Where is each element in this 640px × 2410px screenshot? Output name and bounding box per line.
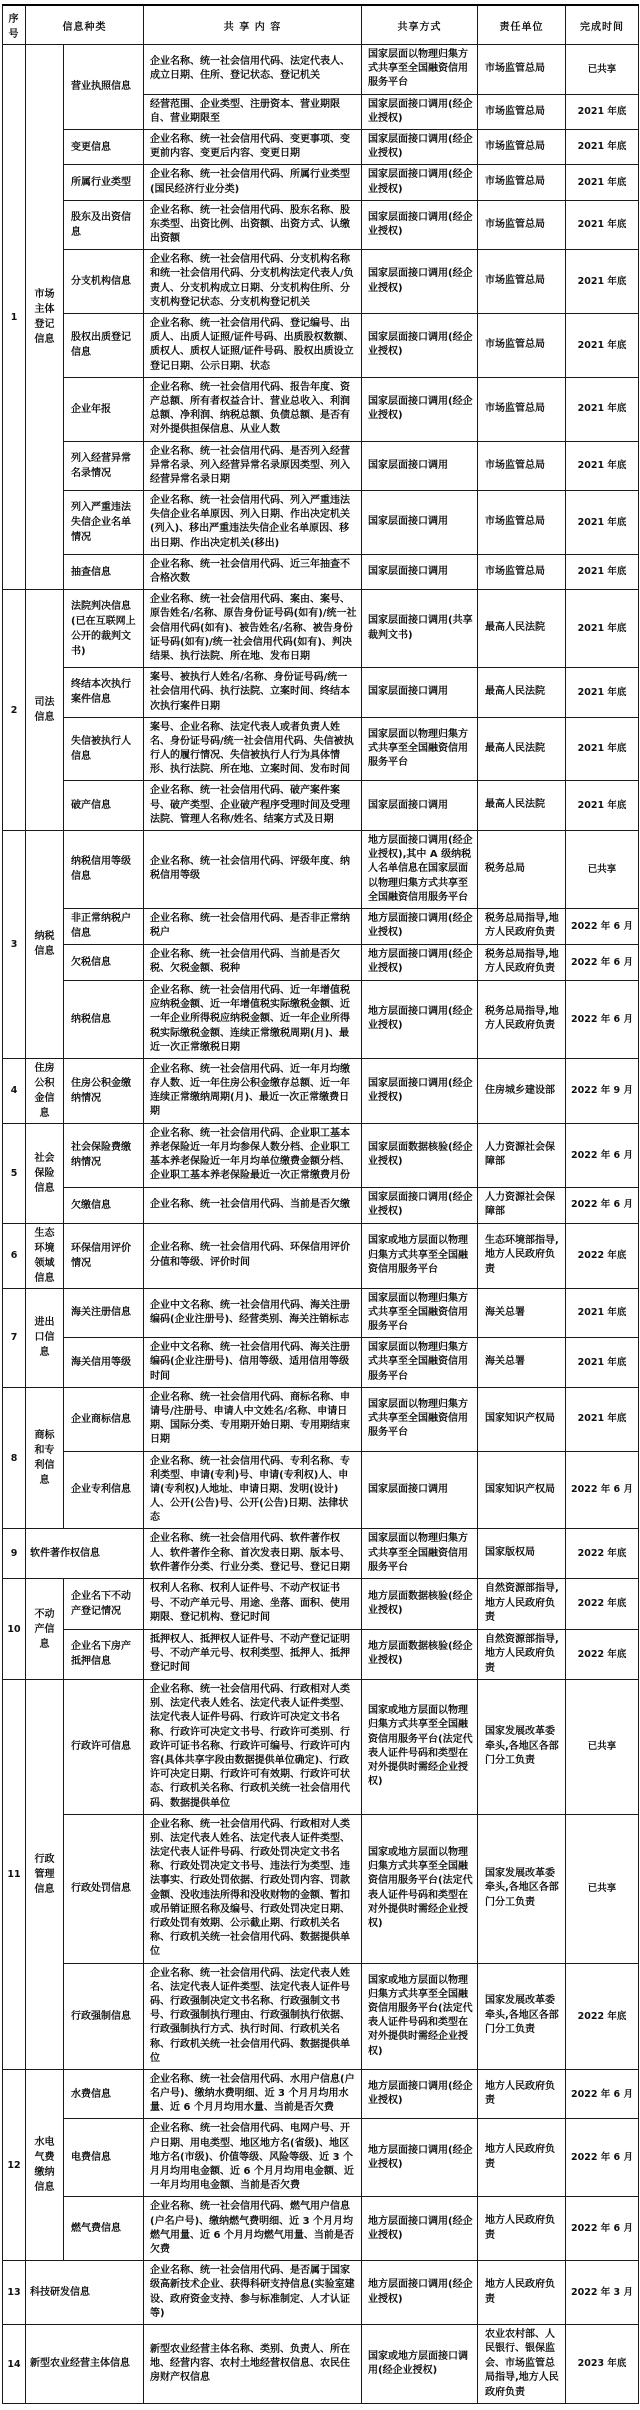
method-cell: 地方层面接口调用(经企业授权) [362, 944, 478, 980]
method-cell: 国家或地方层面以物理归集方式共享至全国融资信用服务平台(法定代表人证件号码和类型在对外提供时需经企业授权) [362, 1680, 478, 1815]
table-row [3, 1387, 639, 1451]
time-cell: 2021 年底 [566, 250, 639, 314]
unit-cell: 海关总署 [478, 1288, 566, 1338]
header-row [3, 5, 639, 45]
method-cell: 国家层面接口调用(共享裁判文书) [362, 590, 478, 668]
method-cell: 国家层面以物理归集方式共享至全国融资信用服务平台 [362, 45, 478, 95]
table-row [3, 554, 639, 589]
unit-cell: 市场监管总局 [478, 491, 566, 555]
time-cell: 2021 年底 [566, 717, 639, 781]
table-row [3, 1058, 639, 1123]
table-row [3, 717, 639, 781]
unit-cell: 自然资源部指导,地方人民政府负责 [478, 1629, 566, 1680]
method-cell: 地方层面接口调用(经企业授权) [362, 2261, 478, 2325]
time-cell: 2021 年底 [566, 165, 639, 200]
method-cell: 地方层面接口调用(经企业授权),其中 A 级纳税人名单信息在国家层面以物理归集方式共享至全国融资信用服务平台 [362, 831, 478, 909]
method-cell: 国家或地方层面以物理归集方式共享至全国融资信用服务平台(法定代表人证件号码和类型在对外提供时需经企业授权) [362, 1963, 478, 2069]
content-cell: 企业中文名称、统一社会信用代码、海关注册编码(企业注册号)、经营类别、海关注销标志 [144, 1288, 362, 1338]
type-cell: 行政处罚信息 [64, 1814, 144, 1963]
table-row [3, 377, 639, 441]
time-cell: 2022 年 6 月 [566, 2069, 639, 2119]
unit-cell: 住房城乡建设部 [478, 1058, 566, 1123]
unit-cell: 最高人民法院 [478, 590, 566, 668]
type-cell: 欠缴信息 [64, 1187, 144, 1223]
method-cell: 地方层面接口调用(经企业授权) [362, 908, 478, 944]
time-cell: 已共享 [566, 1680, 639, 1815]
time-cell: 2021 年底 [566, 1288, 639, 1338]
time-cell: 2021 年底 [566, 94, 639, 129]
type-cell: 海关注册信息 [64, 1288, 144, 1338]
table-row [3, 200, 639, 250]
table-row [3, 250, 639, 314]
table-row [3, 314, 639, 378]
method-cell: 国家层面以物理归集方式共享至全国融资信用服务平台 [362, 1387, 478, 1451]
time-cell: 2021 年底 [566, 441, 639, 491]
table-row [3, 2261, 639, 2325]
time-cell: 2022 年 6 月 [566, 1451, 639, 1529]
content-cell: 企业名称、统一社会信用代码、破产案件案号、破产类型、企业破产程序受理时间及受理法院、管理人名称/姓名、结案方式及日期 [144, 781, 362, 831]
method-cell: 国家或地方层面以物理归集方式共享至全国融资信用服务平台(法定代表人证件号码和类型在对外提供时需经企业授权) [362, 1814, 478, 1963]
content-cell: 企业名称、统一社会信用代码、燃气用户信息(户名户号)、缴纳燃气费明细、近 3 个月月均燃气用量、近 6 个月月均燃气用量、当前是否欠费 [144, 2197, 362, 2261]
category-cell: 不动产信息 [26, 1579, 64, 1680]
unit-cell: 市场监管总局 [478, 554, 566, 589]
type-cell: 纳税信用等级信息 [64, 831, 144, 909]
time-cell: 2023 年底 [566, 2324, 639, 2404]
table-row [3, 491, 639, 555]
col-header-category: 信息种类 [26, 5, 144, 45]
category-cell: 生态环境领域信息 [26, 1223, 64, 1288]
unit-cell: 生态环境部指导,地方人民政府负责 [478, 1223, 566, 1288]
table-row [3, 1187, 639, 1223]
content-cell: 企业名称、统一社会信用代码、案由、案号、原告姓名/名称、原告身份证号码(如有)/统一社会信用代码(如有)、被告姓名/名称、被告身份证号码(如有)/统一社会信用代码(如有)、判决结果、执行法院、所在地、发布日期 [144, 590, 362, 668]
content-cell: 企业名称、统一社会信用代码、行政相对人类别、法定代表人姓名、法定代表人证件类型、法定代表人证件号码、行政处罚决定文书名称、行政处罚决定文书号、违法行为类型、违法事实、行政处罚依据、行政处罚内容、罚款金额、没收违法所得和没收财物的金额、暂扣或吊销证照名称及编号、行政处罚决定日期、行政处罚有效期、公示截止期、行政机关名称、行政机关统一社会信用代码、数据提供单位 [144, 1814, 362, 1963]
time-cell: 2022 年 6 月 [566, 2197, 639, 2261]
content-cell: 企业名称、统一社会信用代码、是否列入经营异常名录、列入经营异常名录原因类型、列入经营异常名录日期 [144, 441, 362, 491]
method-cell: 国家层面接口调用(经企业授权) [362, 250, 478, 314]
content-cell: 企业名称、统一社会信用代码、所属行业类型(国民经济行业分类) [144, 165, 362, 200]
category-cell: 纳税信息 [26, 831, 64, 1059]
type-cell: 破产信息 [64, 781, 144, 831]
content-cell: 企业名称、统一社会信用代码、近一年增值税应纳税金额、近一年增值税实际缴税金额、近一年企业所得税应纳税金额、近一年企业所得税实际缴税金额、连续正常缴税周期(月)、最近一次正常缴税日期 [144, 980, 362, 1058]
content-cell: 企业名称、统一社会信用代码、法定代表人姓名、法定代表人证件类型、法定代表人证件号码、行政强制决定文书名称、行政强制文书号、行政强制执行理由、行政强制执行依据、行政强制执行方式、执行时间、行政机关名称、行政机关统一社会信用代码、数据提供单位 [144, 1963, 362, 2069]
table-row [3, 1629, 639, 1680]
method-cell: 国家层面接口调用 [362, 441, 478, 491]
category-cell: 进出口信息 [26, 1288, 64, 1387]
col-header-unit: 责任单位 [478, 5, 566, 45]
time-cell: 2021 年底 [566, 314, 639, 378]
content-cell: 企业名称、统一社会信用代码、水用户信息(户名户号)、缴纳水费明细、近 3 个月月均用水量、近 6 个月月均用水量、当前是否欠费 [144, 2069, 362, 2119]
unit-cell: 市场监管总局 [478, 129, 566, 164]
method-cell: 国家层面接口调用 [362, 554, 478, 589]
method-cell: 地方层面接口调用(经企业授权) [362, 980, 478, 1058]
type-cell: 股权出质登记信息 [64, 314, 144, 378]
col-header-method: 共享方式 [362, 5, 478, 45]
table-row [3, 2324, 639, 2404]
content-cell: 企业名称、统一社会信用代码、评级年度、纳税信用等级 [144, 831, 362, 909]
type-cell: 企业名下房产抵押信息 [64, 1629, 144, 1680]
time-cell: 2022 年 6 月 [566, 1123, 639, 1187]
unit-cell: 地方人民政府负责 [478, 2197, 566, 2261]
type-cell: 行政许可信息 [64, 1680, 144, 1815]
time-cell: 2021 年底 [566, 377, 639, 441]
method-cell: 地方层面接口调用(经企业授权) [362, 2119, 478, 2197]
method-cell: 地方层面数据核验(经企业授权) [362, 1579, 478, 1630]
unit-cell: 国家版权局 [478, 1529, 566, 1579]
method-cell: 国家层面接口调用(经企业授权) [362, 377, 478, 441]
content-cell: 经营范围、企业类型、注册资本、营业期限自、营业期限至 [144, 94, 362, 129]
content-cell: 新型农业经营主体名称、类别、负责人、所在地、经营内容、农村土地经营权信息、农民住房财产权信息 [144, 2324, 362, 2404]
type-cell: 行政强制信息 [64, 1963, 144, 2069]
time-cell: 2022 年底 [566, 1963, 639, 2069]
content-cell: 企业名称、统一社会信用代码、报告年度、资产总额、所有者权益合计、营业总收入、利润总额、净利润、纳税总额、负债总额、是否有对外提供担保信息、从业人数 [144, 377, 362, 441]
row-number-cell: 6 [3, 1223, 26, 1288]
type-cell: 企业专利信息 [64, 1451, 144, 1529]
unit-cell: 国家发展改革委牵头,各地区各部门分工负责 [478, 1963, 566, 2069]
table-header [3, 5, 639, 45]
type-cell: 社会保险费缴纳情况 [64, 1123, 144, 1187]
method-cell: 国家层面接口调用(经企业授权) [362, 165, 478, 200]
content-cell: 企业名称、统一社会信用代码、分支机构名称和统一社会信用代码、分支机构法定代表人/负责人、分支机构成立日期、分支机构住所、分支机构登记状态、分支机构登记机关 [144, 250, 362, 314]
time-cell: 2021 年底 [566, 590, 639, 668]
row-number-cell: 4 [3, 1058, 26, 1123]
time-cell: 2022 年 3 月 [566, 2261, 639, 2325]
row-number-cell: 11 [3, 1680, 26, 2070]
method-cell: 地方层面接口调用(经企业授权) [362, 2197, 478, 2261]
method-cell: 国家层面接口调用 [362, 1451, 478, 1529]
content-cell: 企业名称、统一社会信用代码、当前是否欠缴 [144, 1187, 362, 1223]
type-cell: 欠税信息 [64, 944, 144, 980]
time-cell: 2022 年底 [566, 1529, 639, 1579]
unit-cell: 人力资源社会保障部 [478, 1187, 566, 1223]
type-cell: 失信被执行人信息 [64, 717, 144, 781]
time-cell: 2022 年 6 月 [566, 1187, 639, 1223]
col-header-time: 完成时间 [566, 5, 639, 45]
table-row [3, 1529, 639, 1579]
time-cell: 2021 年底 [566, 200, 639, 250]
time-cell: 已共享 [566, 1814, 639, 1963]
time-cell: 已共享 [566, 45, 639, 95]
method-cell: 国家层面数据核验(经企业授权) [362, 1123, 478, 1187]
table-row [3, 1963, 639, 2069]
type-cell: 变更信息 [64, 129, 144, 164]
table-row [3, 2197, 639, 2261]
content-cell: 企业名称、统一社会信用代码、软件著作权人、软件著作全称、首次发表日期、版本号、软件著作分类、行业分类、登记号、登记日期 [144, 1529, 362, 1579]
method-cell: 国家层面接口调用 [362, 491, 478, 555]
content-cell: 企业名称、统一社会信用代码、电网户号、开户日期、用电类型、地区地方名(省级)、地区地方名(市级)、价值等级、风险等级、近 3 个月月均用电金额、近 6 个月月均用电金额、近一年月均用电金额、当前是否欠费 [144, 2119, 362, 2197]
time-cell: 2022 年底 [566, 1223, 639, 1288]
table-row [3, 129, 639, 164]
method-cell: 国家层面接口调用 [362, 668, 478, 718]
content-cell: 企业名称、统一社会信用代码、股东名称、股东类型、出资比例、出资额、出资方式、认缴出资额 [144, 200, 362, 250]
content-cell: 企业名称、统一社会信用代码、专利名称、专利类型、申请(专利)号、申请(专利权)人、申请(专利权)人地址、申请日期、发明(设计)人、公开(公告)号、公开(公告)日期、法律状态 [144, 1451, 362, 1529]
unit-cell: 市场监管总局 [478, 377, 566, 441]
col-header-content: 共 享 内 容 [144, 5, 362, 45]
time-cell: 2021 年底 [566, 781, 639, 831]
type-cell: 纳税信息 [64, 980, 144, 1058]
content-cell: 企业名称、统一社会信用代码、是否属于国家级高新技术企业、获得科研支持信息(实验室建设、政府资金支持、参与标准制定、人才认证等) [144, 2261, 362, 2325]
table-row [3, 1579, 639, 1630]
time-cell: 2021 年底 [566, 554, 639, 589]
row-number-cell: 3 [3, 831, 26, 1059]
table-row [3, 1680, 639, 1815]
time-cell: 2021 年底 [566, 129, 639, 164]
category-cell: 司法信息 [26, 590, 64, 831]
unit-cell: 国家发展改革委牵头,各地区各部门分工负责 [478, 1680, 566, 1815]
unit-cell: 最高人民法院 [478, 781, 566, 831]
unit-cell: 人力资源社会保障部 [478, 1123, 566, 1187]
category-cell: 科技研发信息 [26, 2261, 144, 2325]
type-cell: 海关信用等级 [64, 1338, 144, 1388]
row-number-cell: 5 [3, 1123, 26, 1223]
unit-cell: 税务总局指导,地方人民政府负责 [478, 980, 566, 1058]
method-cell: 国家层面接口调用(经企业授权) [362, 94, 478, 129]
type-cell: 电费信息 [64, 2119, 144, 2197]
table-row [3, 908, 639, 944]
unit-cell: 国家知识产权局 [478, 1387, 566, 1451]
row-number-cell: 2 [3, 590, 26, 831]
category-cell: 水电气费缴纳信息 [26, 2069, 64, 2260]
method-cell: 国家层面接口调用(经企业授权) [362, 314, 478, 378]
table-row [3, 668, 639, 718]
type-cell: 分支机构信息 [64, 250, 144, 314]
content-cell: 企业名称、统一社会信用代码、是否非正常纳税户 [144, 908, 362, 944]
time-cell: 2021 年底 [566, 1338, 639, 1388]
unit-cell: 地方人民政府负责 [478, 2069, 566, 2119]
table-row [3, 2069, 639, 2119]
content-cell: 企业名称、统一社会信用代码、近一年月均缴存人数、近一年住房公积金缴存总额、近一年连续正常缴纳周期(月)、最近一次正常缴费日期 [144, 1058, 362, 1123]
category-cell: 社会保险信息 [26, 1123, 64, 1223]
category-cell: 软件著作权信息 [26, 1529, 144, 1579]
category-cell: 新型农业经营主体信息 [26, 2324, 144, 2404]
type-cell: 终结本次执行案件信息 [64, 668, 144, 718]
unit-cell: 市场监管总局 [478, 45, 566, 95]
unit-cell: 市场监管总局 [478, 200, 566, 250]
table-row [3, 45, 639, 95]
method-cell: 国家层面以物理归集方式共享至全国融资信用服务平台 [362, 1288, 478, 1338]
method-cell: 国家或地方层面以物理归集方式共享至全国融资信用服务平台 [362, 1223, 478, 1288]
method-cell: 国家层面接口调用(经企业授权) [362, 1187, 478, 1223]
type-cell: 燃气费信息 [64, 2197, 144, 2261]
table-row [3, 944, 639, 980]
content-cell: 企业中文名称、统一社会信用代码、海关注册编码(企业注册号)、信用等级、适用信用等级时间 [144, 1338, 362, 1388]
type-cell: 水费信息 [64, 2069, 144, 2119]
method-cell: 国家层面接口调用(经企业授权) [362, 1058, 478, 1123]
time-cell: 2022 年底 [566, 1579, 639, 1630]
content-cell: 案号、被执行人姓名/名称、身份证号码/统一社会信用代码、执行法院、立案时间、终结本次执行案件日期 [144, 668, 362, 718]
unit-cell: 地方人民政府负责 [478, 2119, 566, 2197]
time-cell: 2022 年 9 月 [566, 1058, 639, 1123]
content-cell: 企业名称、统一社会信用代码、企业职工基本养老保险近一年月均参保人数分档、企业职工基本养老保险近一年月均单位缴费金额分档、企业职工基本养老保险最近一次正常缴费月份 [144, 1123, 362, 1187]
method-cell: 国家层面接口调用(经企业授权) [362, 200, 478, 250]
content-cell: 权利人名称、权利人证件号、不动产权证书号、不动产单元号、用途、坐落、面积、使用期限、登记机构、登记时间 [144, 1579, 362, 1630]
content-cell: 企业名称、统一社会信用代码、登记编号、出质人、出质人证照/证件号码、出质股权数额、质权人、质权人证照/证件号码、股权出质设立登记日期、公示日期、状态 [144, 314, 362, 378]
method-cell: 国家层面以物理归集方式共享至全国融资信用服务平台 [362, 717, 478, 781]
type-cell: 抽查信息 [64, 554, 144, 589]
row-number-cell: 9 [3, 1529, 26, 1579]
content-cell: 企业名称、统一社会信用代码、法定代表人、成立日期、住所、登记状态、登记机关 [144, 45, 362, 95]
table-row [3, 2119, 639, 2197]
type-cell: 列入经营异常名录情况 [64, 441, 144, 491]
unit-cell: 国家知识产权局 [478, 1451, 566, 1529]
row-number-cell: 8 [3, 1387, 26, 1529]
row-number-cell: 14 [3, 2324, 26, 2404]
table-row [3, 1288, 639, 1338]
category-cell: 市场主体登记信息 [26, 45, 64, 590]
col-header-no: 序号 [3, 5, 26, 45]
content-cell: 案号、企业名称、法定代表人或者负责人姓名、身份证号码/统一社会信用代码、失信被执行人的履行情况、失信被执行人行为具体情形、执行法院、所在地、立案时间、发布时间 [144, 717, 362, 781]
unit-cell: 市场监管总局 [478, 250, 566, 314]
table-row [3, 1223, 639, 1288]
table-row [3, 1814, 639, 1963]
table-row [3, 1123, 639, 1187]
method-cell: 国家或地方层面接口调用(经企业授权) [362, 2324, 478, 2404]
table-row [3, 1451, 639, 1529]
method-cell: 地方层面接口调用(经企业授权) [362, 2069, 478, 2119]
type-cell: 企业年报 [64, 377, 144, 441]
unit-cell: 市场监管总局 [478, 314, 566, 378]
type-cell: 住房公积金缴纳情况 [64, 1058, 144, 1123]
unit-cell: 市场监管总局 [478, 165, 566, 200]
row-number-cell: 10 [3, 1579, 26, 1680]
unit-cell: 海关总署 [478, 1338, 566, 1388]
type-cell: 企业商标信息 [64, 1387, 144, 1451]
table-body [3, 45, 639, 2404]
table-row [3, 165, 639, 200]
category-cell: 商标和专利信息 [26, 1387, 64, 1529]
unit-cell: 税务总局指导,地方人民政府负责 [478, 908, 566, 944]
time-cell: 2022 年 6 月 [566, 2119, 639, 2197]
unit-cell: 自然资源部指导,地方人民政府负责 [478, 1579, 566, 1630]
table-row [3, 1338, 639, 1388]
method-cell: 国家层面以物理归集方式共享至全国融资信用服务平台 [362, 1338, 478, 1388]
unit-cell: 地方人民政府负责 [478, 2261, 566, 2325]
type-cell: 非正常纳税户信息 [64, 908, 144, 944]
time-cell: 2022 年 6 月 [566, 908, 639, 944]
content-cell: 企业名称、统一社会信用代码、变更事项、变更前内容、变更后内容、变更日期 [144, 129, 362, 164]
table-row [3, 831, 639, 909]
unit-cell: 农业农村部、人民银行、银保监会、市场监管总局指导,地方人民政府负责 [478, 2324, 566, 2404]
row-number-cell: 1 [3, 45, 26, 590]
time-cell: 2021 年底 [566, 1387, 639, 1451]
category-cell: 行政管理信息 [26, 1680, 64, 2070]
unit-cell: 国家发展改革委牵头,各地区各部门分工负责 [478, 1814, 566, 1963]
row-number-cell: 13 [3, 2261, 26, 2325]
time-cell: 2022 年 6 月 [566, 980, 639, 1058]
content-cell: 抵押权人、抵押权人证件号、不动产登记证明号、不动产单元号、权利类型、抵押人、抵押登记时间 [144, 1629, 362, 1680]
time-cell: 已共享 [566, 831, 639, 909]
type-cell: 所属行业类型 [64, 165, 144, 200]
content-cell: 企业名称、统一社会信用代码、环保信用评价分值和等级、评价时间 [144, 1223, 362, 1288]
unit-cell: 市场监管总局 [478, 441, 566, 491]
row-number-cell: 12 [3, 2069, 26, 2260]
content-cell: 企业名称、统一社会信用代码、行政相对人类别、法定代表人姓名、法定代表人证件类型、法定代表人证件号码、行政许可决定文书名称、行政许可决定文书号、行政许可类别、行政许可证书名称、行政许可编号、行政许可内容(具体共享字段由数据提供单位确定)、行政许可决定日期、行政许可有效期、行政许可状态、行政机关名称、行政机关统一社会信用代码、数据提供单位 [144, 1680, 362, 1815]
content-cell: 企业名称、统一社会信用代码、当前是否欠税、欠税金额、税种 [144, 944, 362, 980]
type-cell: 企业名下不动产登记情况 [64, 1579, 144, 1630]
type-cell: 列入严重违法失信企业名单情况 [64, 491, 144, 555]
unit-cell: 市场监管总局 [478, 94, 566, 129]
unit-cell: 最高人民法院 [478, 668, 566, 718]
type-cell: 股东及出资信息 [64, 200, 144, 250]
type-cell: 法院判决信息(已在互联网上公开的裁判文书) [64, 590, 144, 668]
time-cell: 2022 年底 [566, 1629, 639, 1680]
time-cell: 2022 年 6 月 [566, 944, 639, 980]
type-cell: 环保信用评价情况 [64, 1223, 144, 1288]
table-row [3, 980, 639, 1058]
category-cell: 住房公积金信息 [26, 1058, 64, 1123]
content-cell: 企业名称、统一社会信用代码、近三年抽查不合格次数 [144, 554, 362, 589]
table-row [3, 441, 639, 491]
method-cell: 国家层面接口调用(经企业授权) [362, 129, 478, 164]
table-row [3, 590, 639, 668]
table-row [3, 781, 639, 831]
method-cell: 地方层面数据核验(经企业授权) [362, 1629, 478, 1680]
unit-cell: 最高人民法院 [478, 717, 566, 781]
info-sharing-table [2, 4, 639, 2404]
method-cell: 国家层面以物理归集方式共享至全国融资信用服务平台 [362, 1529, 478, 1579]
method-cell: 国家层面接口调用 [362, 781, 478, 831]
time-cell: 2021 年底 [566, 491, 639, 555]
unit-cell: 税务总局 [478, 831, 566, 909]
content-cell: 企业名称、统一社会信用代码、列入严重违法失信企业名单原因、列入日期、作出决定机关(列入)、移出严重违法失信企业名单原因、移出日期、作出决定机关(移出) [144, 491, 362, 555]
row-number-cell: 7 [3, 1288, 26, 1387]
unit-cell: 税务总局指导,地方人民政府负责 [478, 944, 566, 980]
time-cell: 2021 年底 [566, 668, 639, 718]
type-cell: 营业执照信息 [64, 45, 144, 130]
content-cell: 企业名称、统一社会信用代码、商标名称、申请号/注册号、申请人中文姓名/名称、申请日期、国际分类、专用期开始日期、专用期结束日期 [144, 1387, 362, 1451]
